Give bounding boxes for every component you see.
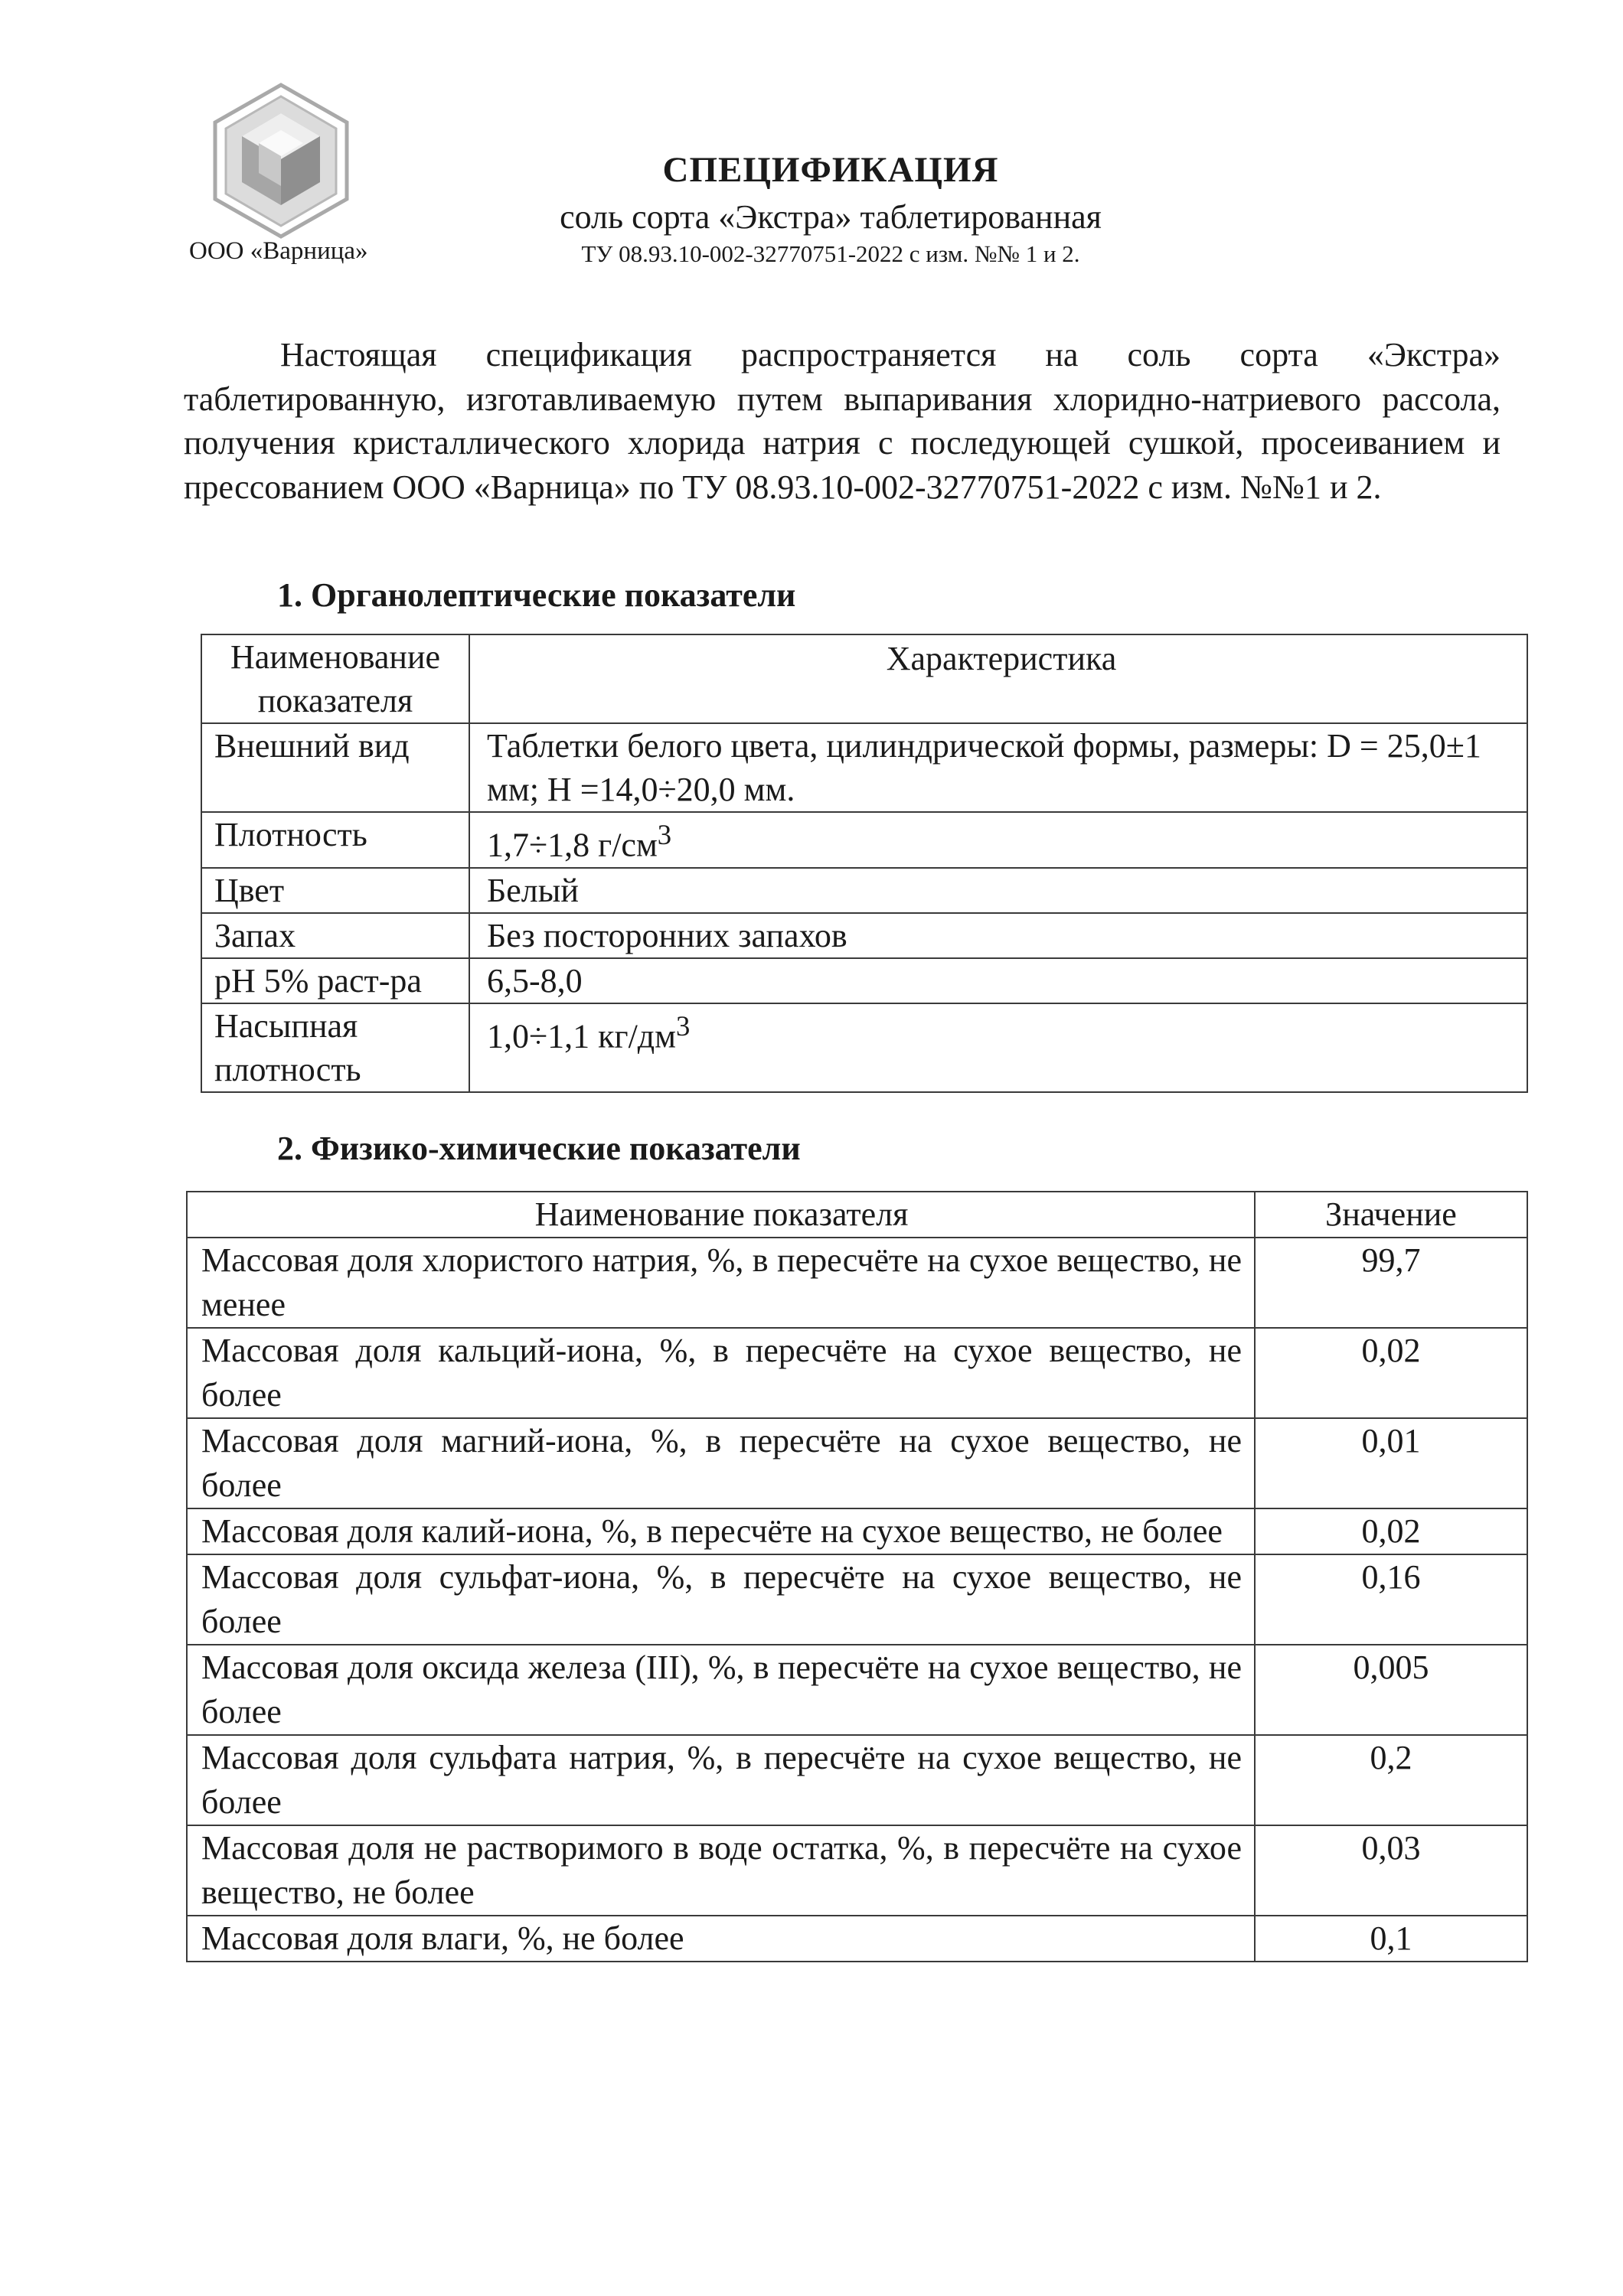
parameter-name: Цвет	[201, 868, 469, 913]
table-header-row	[187, 1192, 1527, 1238]
column-header: Наименование показателя	[187, 1192, 1255, 1238]
table-row	[187, 1916, 1527, 1962]
company-logo	[213, 83, 349, 239]
table-row	[187, 1554, 1527, 1645]
table-row	[201, 913, 1527, 958]
intro-text: Настоящая спецификация распространяется на соль сорта «Экстра» таблетированную, изготавливаемую путем выпаривания хлоридно-натриевого рассола, получения кристаллического хлорида натрия с последующей сушкой, просеиванием и прессованием ООО «Варница» по ТУ 08.93.10-002-32770751-2022 с изм. №№1 и 2.	[184, 336, 1501, 506]
document-subtitle: соль сорта «Экстра» таблетированная	[560, 198, 1102, 236]
parameter-name: Массовая доля сульфат-иона, %, в пересчёте на сухое вещество, не более	[187, 1554, 1255, 1645]
parameter-value: 0,005	[1255, 1645, 1527, 1735]
parameter-value: 0,16	[1255, 1554, 1527, 1645]
parameter-name: Массовая доля магний-иона, %, в пересчёте на сухое вещество, не более	[187, 1418, 1255, 1508]
parameter-name: Внешний вид	[201, 723, 469, 812]
parameter-value: 99,7	[1255, 1238, 1527, 1328]
parameter-value: 0,03	[1255, 1825, 1527, 1916]
parameter-name: pH 5% раст-ра	[201, 958, 469, 1003]
parameter-value: 6,5-8,0	[469, 958, 1527, 1003]
parameter-value	[469, 812, 1527, 868]
parameter-name: Запах	[201, 913, 469, 958]
parameter-name: Массовая доля влаги, %, не более	[187, 1916, 1255, 1962]
table-row	[201, 812, 1527, 868]
table-header-row	[201, 634, 1527, 723]
table-row	[201, 958, 1527, 1003]
parameter-value: 0,1	[1255, 1916, 1527, 1962]
parameter-value	[469, 1003, 1527, 1092]
table-row	[201, 723, 1527, 812]
tu-reference: ТУ 08.93.10-002-32770751-2022 с изм. №№ 1 и 2.	[581, 240, 1080, 267]
parameter-value: 0,2	[1255, 1735, 1527, 1825]
parameter-value: Без посторонних запахов	[469, 913, 1527, 958]
table-row	[201, 868, 1527, 913]
table-row	[187, 1328, 1527, 1418]
document-title: СПЕЦИФИКАЦИЯ	[662, 150, 999, 190]
company-name: ООО «Варница»	[189, 237, 368, 265]
section-2-heading: 2. Физико-химические показатели	[277, 1130, 801, 1167]
table-row	[187, 1735, 1527, 1825]
parameter-name: Массовая доля кальций-иона, %, в пересчёте на сухое вещество, не более	[187, 1328, 1255, 1418]
table-row	[187, 1508, 1527, 1554]
organoleptic-table	[201, 634, 1528, 1093]
parameter-name: Массовая доля оксида железа (III), %, в пересчёте на сухое вещество, не более	[187, 1645, 1255, 1735]
parameter-name: Массовая доля сульфата натрия, %, в пересчёте на сухое вещество, не более	[187, 1735, 1255, 1825]
table-row	[187, 1418, 1527, 1508]
intro-paragraph	[184, 333, 1501, 509]
table-row	[187, 1645, 1527, 1735]
parameter-value: Таблетки белого цвета, цилиндрической формы, размеры: D = 25,0±1 мм; H =14,0÷20,0 мм.	[469, 723, 1527, 812]
parameter-value: 0,02	[1255, 1328, 1527, 1418]
parameter-value: Белый	[469, 868, 1527, 913]
value-text: 1,0÷1,1 кг/дм	[487, 1017, 677, 1055]
parameter-name: Массовая доля калий-иона, %, в пересчёте на сухое вещество, не более	[187, 1508, 1255, 1554]
table-row	[187, 1825, 1527, 1916]
unit-exponent: 3	[676, 1009, 691, 1042]
parameter-value: 0,01	[1255, 1418, 1527, 1508]
section-1-heading: 1. Органолептические показатели	[277, 576, 796, 614]
table-row	[187, 1238, 1527, 1328]
parameter-name: Массовая доля не растворимого в воде остатка, %, в пересчёте на сухое вещество, не более	[187, 1825, 1255, 1916]
physico-chemical-table	[186, 1191, 1528, 1962]
unit-exponent: 3	[657, 819, 672, 850]
value-text: 1,7÷1,8 г/см	[487, 826, 658, 864]
column-header: Характеристика	[469, 634, 1527, 723]
column-header: Значение	[1255, 1192, 1527, 1238]
table-row	[201, 1003, 1527, 1092]
parameter-name: Плотность	[201, 812, 469, 868]
column-header: Наименование показателя	[201, 634, 469, 723]
parameter-name: Массовая доля хлористого натрия, %, в пересчёте на сухое вещество, не менее	[187, 1238, 1255, 1328]
parameter-value: 0,02	[1255, 1508, 1527, 1554]
parameter-name: Насыпная плотность	[201, 1003, 469, 1092]
